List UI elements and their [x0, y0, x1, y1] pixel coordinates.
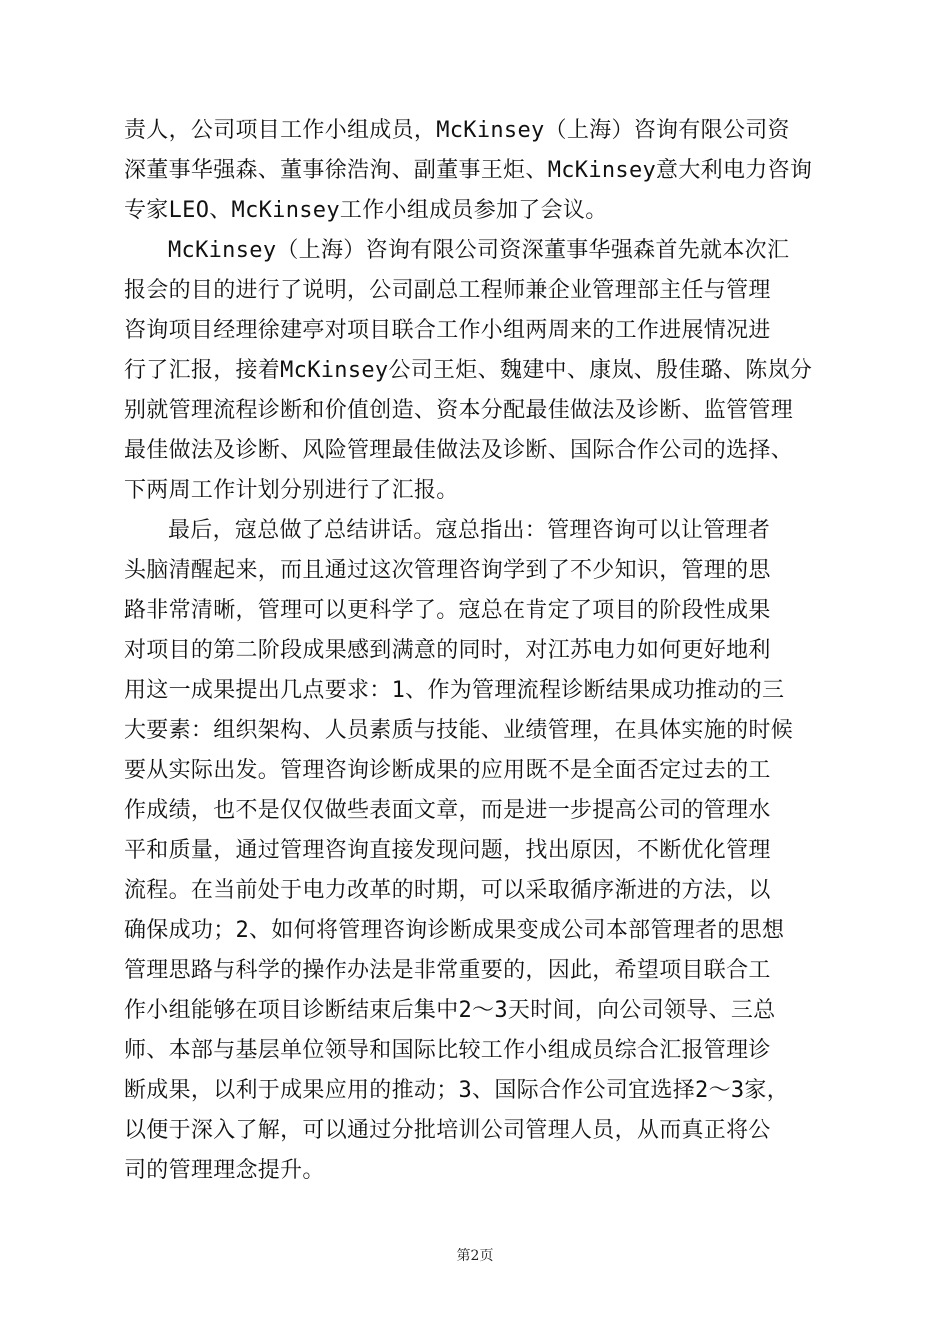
text-line: 流程。在当前处于电力改革的时期，可以采取循序渐进的方法，以	[124, 878, 771, 903]
text-line: 确保成功；2、如何将管理咨询诊断成果变成公司本部管理者的思想	[124, 918, 785, 943]
text-line: 要从实际出发。管理咨询诊断成果的应用既不是全面否定过去的工	[124, 758, 771, 783]
text-line: 最后，寇总做了总结讲话。寇总指出：管理咨询可以让管理者	[168, 518, 771, 543]
text-line: 深董事华强森、董事徐浩洵、副董事王炬、McKinsey意大利电力咨询	[124, 158, 813, 183]
text-line: 别就管理流程诊断和价值创造、资本分配最佳做法及诊断、监管管理	[124, 398, 794, 423]
text-line: McKinsey（上海）咨询有限公司资深董事华强森首先就本次汇	[168, 238, 790, 263]
text-line: 责人，公司项目工作小组成员，McKinsey（上海）咨询有限公司资	[124, 118, 790, 143]
body-text	[124, 111, 836, 1191]
text-line: 师、本部与基层单位领导和国际比较工作小组成员综合汇报管理诊	[124, 1038, 771, 1063]
paragraph	[124, 511, 836, 1191]
text-line: 报会的目的进行了说明，公司副总工程师兼企业管理部主任与管理	[124, 278, 771, 303]
text-line: 管理思路与科学的操作办法是非常重要的，因此，希望项目联合工	[124, 958, 771, 983]
paragraph	[124, 231, 836, 511]
text-line: 用这一成果提出几点要求：1、作为管理流程诊断结果成功推动的三	[124, 678, 785, 703]
text-line: 作成绩，也不是仅仅做些表面文章，而是进一步提高公司的管理水	[124, 798, 771, 823]
text-line: 专家LEO、McKinsey工作小组成员参加了会议。	[124, 198, 608, 223]
text-line: 以便于深入了解，可以通过分批培训公司管理人员，从而真正将公	[124, 1118, 771, 1143]
text-line: 司的管理理念提升。	[124, 1158, 325, 1183]
text-line: 最佳做法及诊断、风险管理最佳做法及诊断、国际合作公司的选择、	[124, 438, 794, 463]
text-line: 断成果，以利于成果应用的推动；3、国际合作公司宜选择2～3家，	[124, 1078, 790, 1103]
text-line: 对项目的第二阶段成果感到满意的同时，对江苏电力如何更好地利	[124, 638, 771, 663]
page-number: 第2页	[456, 1248, 494, 1264]
text-line: 下两周工作计划分别进行了汇报。	[124, 478, 459, 503]
text-line: 咨询项目经理徐建亭对项目联合工作小组两周来的工作进展情况进	[124, 318, 771, 343]
text-line: 平和质量，通过管理咨询直接发现问题，找出原因，不断优化管理	[124, 838, 771, 863]
text-line: 大要素：组织架构、人员素质与技能、业绩管理，在具体实施的时候	[124, 718, 794, 743]
paragraph	[124, 111, 836, 231]
text-line: 行了汇报，接着McKinsey公司王炬、魏建中、康岚、殷佳璐、陈岚分	[124, 358, 813, 383]
text-line: 路非常清晰，管理可以更科学了。寇总在肯定了项目的阶段性成果	[124, 598, 771, 623]
text-line: 作小组能够在项目诊断结束后集中2～3天时间，向公司领导、三总	[124, 998, 776, 1023]
text-line: 头脑清醒起来，而且通过这次管理咨询学到了不少知识，管理的思	[124, 558, 771, 583]
